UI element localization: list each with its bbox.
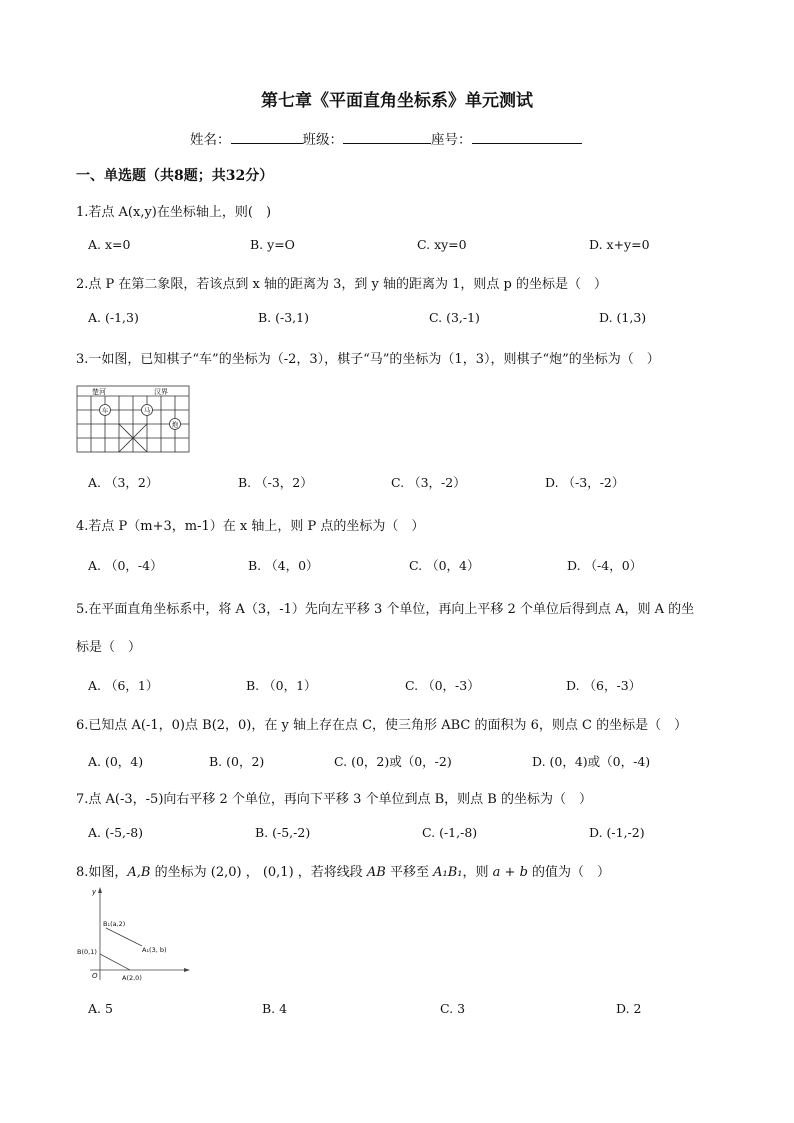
question-8-stem-part: 8.如图， <box>76 865 128 880</box>
question-6-stem: 6.已知点 A(-1，0)点 B(2，0)，在 y 轴上存在点 C，使三角形 ABC 的面积为 6，则点 C 的坐标是（ ） <box>76 718 688 733</box>
question-3-option-a: A. （3，2） <box>88 475 159 490</box>
question-1-option-c: C. xy=0 <box>417 237 467 252</box>
piece-pao <box>170 419 181 430</box>
question-8-option-c: C. 3 <box>440 1001 466 1016</box>
point-a-label: A(2,0) <box>122 974 142 982</box>
question-1-stem: 1.若点 A(x,y)在坐标轴上，则( ) <box>76 205 272 220</box>
point-a1-label: A₁(3, b) <box>142 946 167 954</box>
question-2-option-d: D. (1,3) <box>599 310 647 325</box>
section-heading: 一、单选题（共8题；共32分） <box>76 168 274 184</box>
svg-text:车: 车 <box>101 406 109 415</box>
question-1-option-a: A. x=0 <box>88 237 131 252</box>
page-title: 第七章《平面直角坐标系》单元测试 <box>261 91 533 111</box>
question-2-option-b: B. (-3,1) <box>258 310 309 325</box>
name-label: 姓名： <box>190 132 231 148</box>
question-7-option-b: B. (-5,-2) <box>255 825 311 840</box>
question-8-stem-part: 的值为（ ） <box>527 865 611 880</box>
question-4-option-a: A. （0，-4） <box>88 558 163 573</box>
point-b-label: B(0,1) <box>77 948 97 956</box>
question-8-stem <box>76 861 610 880</box>
river-label-left: 楚河 <box>92 388 106 396</box>
question-8-option-d: D. 2 <box>616 1001 642 1016</box>
question-8-stem-part: 平移至 <box>385 865 434 880</box>
question-6-option-b: B. (0，2) <box>209 754 265 769</box>
seat-blank[interactable] <box>472 130 582 144</box>
student-info-line <box>190 128 582 148</box>
question-1-option-b: B. y=O <box>250 237 295 252</box>
y-axis-label: y <box>92 888 97 896</box>
chessboard-figure <box>76 385 190 453</box>
question-5-stem: 5.在平面直角坐标系中，将 A（3，-1）先向左平移 3 个单位，再向上平移 2 个单位后得到点 A，则 A 的坐 <box>76 602 695 617</box>
segment-a1b1 <box>106 928 142 946</box>
question-8-option-a: A. 5 <box>88 1001 113 1016</box>
question-1-option-d: D. x+y=0 <box>589 237 650 252</box>
coordinate-figure <box>76 884 191 989</box>
question-3-option-b: B. （-3，2） <box>238 475 313 490</box>
question-4-stem: 4.若点 P（m+3，m-1）在 x 轴上，则 P 点的坐标为（ ） <box>76 519 425 534</box>
question-8-math-a1b1: A₁B₁ <box>433 865 463 880</box>
question-4-option-b: B. （4，0） <box>248 558 319 573</box>
piece-che <box>100 405 111 416</box>
question-7-option-c: C. (-1,-8) <box>422 825 478 840</box>
question-8-stem-part: ，则 <box>462 865 493 880</box>
question-8-math-ab: A,B <box>127 865 151 880</box>
question-8-math-segment: AB <box>366 865 386 880</box>
seat-label: 座号： <box>431 132 472 148</box>
question-3-option-c: C. （3，-2） <box>391 475 466 490</box>
question-8-stem-part: 的坐标为 (2,0) ， (0,1) ，若将线段 <box>150 865 367 880</box>
piece-ma <box>142 405 153 416</box>
question-2-stem: 2.点 P 在第二象限，若该点到 x 轴的距离为 3，到 y 轴的距离为 1，则点 p 的坐标是（ ） <box>76 277 608 292</box>
svg-text:炮: 炮 <box>171 420 179 429</box>
question-5-option-b: B. （0，1） <box>246 678 317 693</box>
question-5-option-a: A. （6，1） <box>88 678 159 693</box>
question-7-option-a: A. (-5,-8) <box>88 825 144 840</box>
question-7-stem: 7.点 A(-3，-5)向右平移 2 个单位，再向下平移 3 个单位到点 B，则点 B 的坐标为（ ） <box>76 792 592 807</box>
question-5-stem-continued: 标是（ ） <box>76 640 142 655</box>
question-3-stem: 3.一如图，已知棋子“车”的坐标为（-2，3），棋子“马”的坐标为（1，3），则棋子“炮”的坐标为（ ） <box>76 352 660 367</box>
question-8-option-b: B. 4 <box>262 1001 288 1016</box>
river-label-right: 汉界 <box>154 388 168 396</box>
origin-label: O <box>92 972 98 980</box>
class-label: 班级： <box>302 132 343 148</box>
question-8-math-sum: a + b <box>492 865 528 880</box>
question-4-option-d: D. （-4，0） <box>567 558 643 573</box>
question-5-option-c: C. （0，-3） <box>405 678 480 693</box>
question-6-option-d: D. (0，4)或（0，-4) <box>532 754 651 769</box>
question-6-option-c: C. (0，2)或（0，-2) <box>334 754 452 769</box>
svg-text:马: 马 <box>143 406 151 415</box>
question-4-option-c: C. （0，4） <box>409 558 480 573</box>
class-blank[interactable] <box>343 130 431 144</box>
question-2-option-c: C. (3,-1) <box>429 310 480 325</box>
name-blank[interactable] <box>231 130 303 144</box>
segment-ab <box>100 954 130 970</box>
point-b1-label: B₁(a,2) <box>103 920 126 928</box>
question-3-option-d: D. （-3，-2） <box>545 475 625 490</box>
question-6-option-a: A. (0，4) <box>88 754 144 769</box>
question-5-option-d: D. （6，-3） <box>566 678 642 693</box>
question-2-option-a: A. (-1,3) <box>88 310 139 325</box>
question-7-option-d: D. (-1,-2) <box>589 825 645 840</box>
